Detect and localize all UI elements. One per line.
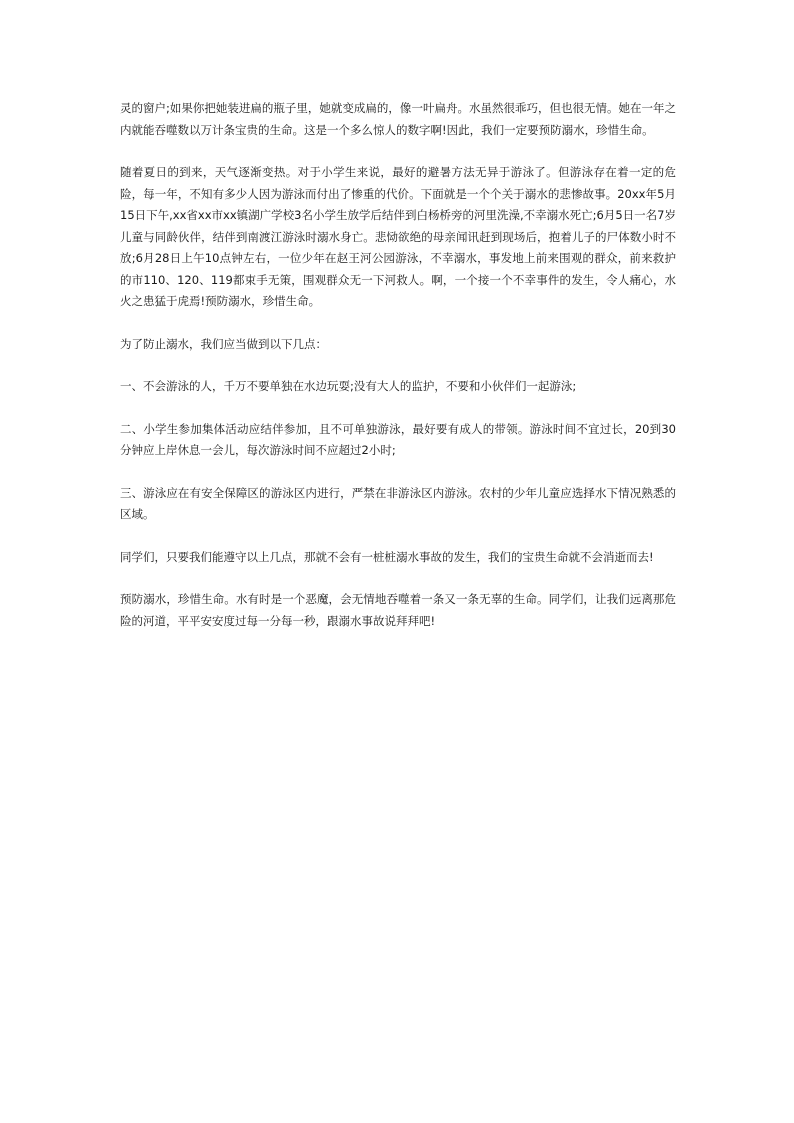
paragraph-prevention-intro: 为了防止溺水，我们应当做到以下几点： — [120, 336, 327, 351]
document-body — [120, 98, 676, 653]
paragraph-rule-one: 一、不会游泳的人，千万不要单独在水边玩耍;没有大人的监护，不要和小伙伴们一起游泳; — [120, 379, 577, 393]
paragraph-summer-incidents: 随着夏日的到来，天气逐渐变热。对于小学生来说，最好的避暑方法无异于游泳了。但游泳存在着一定的危险，每一年，不知有多少人因为游泳而付出了惨重的代价。下面就是一个个关于溺水的悲惨故事。20xx年5月15日下午,xx省xx市xx镇湖广学校3名小学生放学后结伴到白杨桥旁的河里洗澡,不幸溺水死亡;6月5日一名7岁儿童与同龄伙伴，结伴到南渡江游泳时溺水身亡。悲恸欲绝的母亲闻讯赶到现场后，抱着儿子的尸体数小时不放;6月28日上午10点钟左右，一位少年在赵王河公园游泳，不幸溺水，事发地上前来围观的群众，前来救护的市110、120、119都束手无策，围观群众无一下河救人。啊，一个接一个不幸事件的发生，令人痛心，水火之患猛于虎焉!预防溺水，珍惜生命。 — [120, 165, 676, 308]
paragraph-call-to-action: 同学们，只要我们能遵守以上几点，那就不会有一桩桩溺水事故的发生，我们的宝贵生命就不会消逝而去! — [120, 549, 654, 564]
paragraph-water-nature: 灵的窗户;如果你把她装进扁的瓶子里，她就变成扁的，像一叶扁舟。水虽然很乖巧，但也很无情。她在一年之内就能吞噬数以万计条宝贵的生命。这是一个多么惊人的数字啊!因此，我们一定要预防溺水，珍惜生命。 — [120, 101, 676, 137]
paragraph-rule-two: 二、小学生参加集体活动应结伴参加，且不可单独游泳，最好要有成人的带领。游泳时间不宜过长，20到30分钟应上岸休息一会儿，每次游泳时间不应超过2小时; — [120, 421, 676, 457]
paragraph-conclusion: 预防溺水，珍惜生命。水有时是一个恶魔，会无情地吞噬着一条又一条无辜的生命。同学们，让我们远离那危险的河道，平平安安度过每一分每一秒，跟溺水事故说拜拜吧! — [120, 592, 676, 628]
paragraph-rule-three: 三、游泳应在有安全保障区的游泳区内进行，严禁在非游泳区内游泳。农村的少年儿童应选择水下情况熟悉的区域。 — [120, 485, 676, 521]
